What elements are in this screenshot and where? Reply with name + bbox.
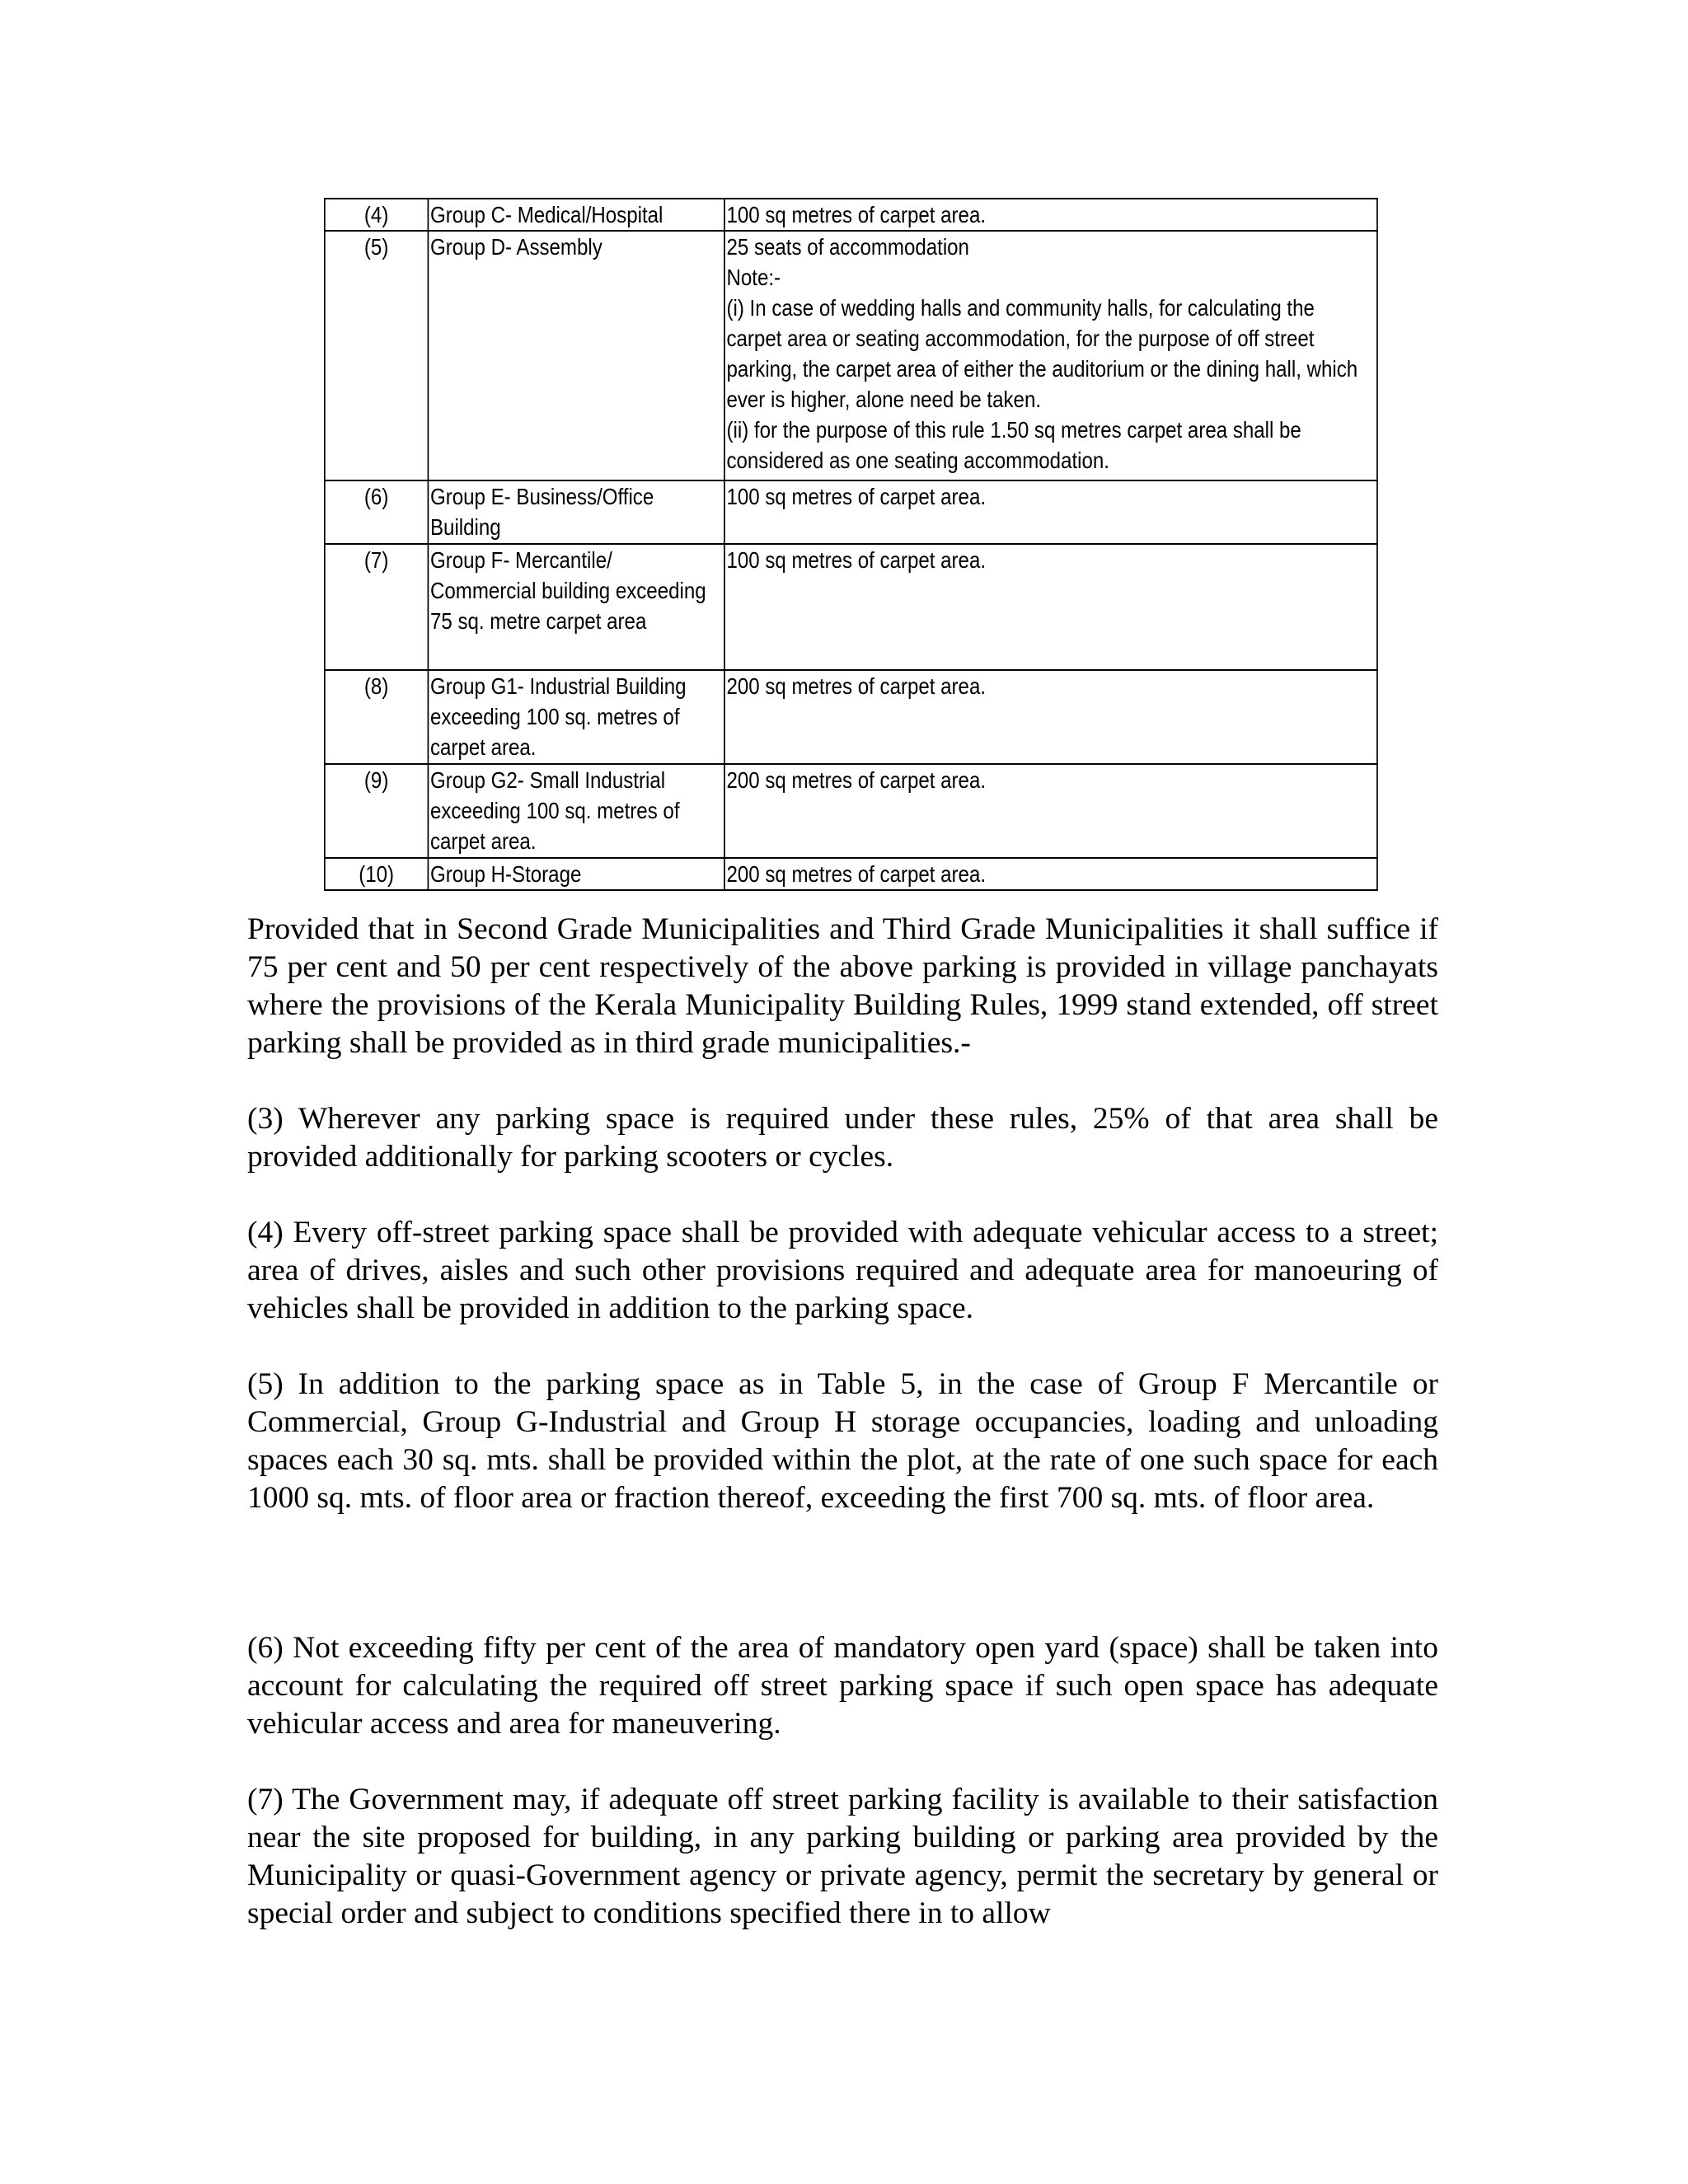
- occupancy-cell: Group F- Mercantile/ Commercial building exceeding 75 sq. metre carpet area: [428, 544, 724, 670]
- clause-7-text: (7) The Government may, if adequate off street parking facility is available to their satisfaction near the site proposed for building, in any parking building or parking area provided by the Municipality or quasi-Government agency or private agency, permit the secretary by general or special order and subject to conditions specified there in to allow: [247, 1783, 1438, 1930]
- clause-6-text: (6) Not exceeding fifty per cent of the area of mandatory open yard (space) shall be taken into account for calculating the required off street parking space if such open space has adequate vehicular access and area for maneuvering.: [247, 1631, 1438, 1741]
- requirement-line: (ii) for the purpose of this rule 1.50 sq metres carpet area shall be considered as one seating accommodation.: [726, 417, 1307, 473]
- row-number-cell: (10): [325, 858, 429, 890]
- parking-requirements-table: [324, 198, 1378, 891]
- occupancy-cell: Group C- Medical/Hospital: [428, 199, 724, 231]
- requirement-cell: [724, 231, 1377, 480]
- requirement-cell: [724, 544, 1377, 670]
- table-row: [325, 231, 1377, 480]
- proviso-paragraph: [247, 911, 1438, 1062]
- row-number-cell: (4): [325, 199, 429, 231]
- requirement-line: 200 sq metres of carpet area.: [726, 673, 987, 699]
- requirement-line: 25 seats of accommodation: [726, 234, 969, 260]
- row-number-cell: (8): [325, 670, 429, 764]
- clause-4-text: (4) Every off-street parking space shall be provided with adequate vehicular access to a street; area of drives, aisles and such other provisions required and adequate area for manoeuring of vehicles shall be provided in addition to the parking space.: [247, 1216, 1438, 1325]
- requirement-line: 200 sq metres of carpet area.: [726, 767, 987, 793]
- requirement-cell: [724, 199, 1377, 231]
- parking-table-wrapper: [324, 198, 1364, 891]
- table-row: [325, 858, 1377, 890]
- table-row: [325, 480, 1377, 544]
- row-number-cell: (6): [325, 480, 429, 544]
- occupancy-cell: Group G2- Small Industrial exceeding 100 sq. metres of carpet area.: [428, 764, 724, 858]
- row-number-cell: (5): [325, 231, 429, 480]
- clause-7-paragraph: [247, 1781, 1438, 1933]
- requirement-cell: [724, 764, 1377, 858]
- occupancy-cell: Group E- Business/Office Building: [428, 480, 724, 544]
- requirement-cell: [724, 670, 1377, 764]
- occupancy-cell: Group G1- Industrial Building exceeding 100 sq. metres of carpet area.: [428, 670, 724, 764]
- row-number-cell: (7): [325, 544, 429, 670]
- requirement-cell: [724, 858, 1377, 890]
- row-number-cell: (9): [325, 764, 429, 858]
- requirement-line: (i) In case of wedding halls and community halls, for calculating the carpet area or seating accommodation, for the purpose of off street parking, the carpet area of either the auditorium or the dining hall, which ever is higher, alone need be taken.: [726, 295, 1363, 412]
- clause-6-paragraph: [247, 1629, 1438, 1743]
- table-body: [325, 199, 1377, 890]
- proviso-text: Provided that in Second Grade Municipalities and Third Grade Municipalities it shall suffice if 75 per cent and 50 per cent respectively of the above parking is provided in village panchayats where the provisions of the Kerala Municipality Building Rules, 1999 stand extended, off street parking shall be provided as in third grade municipalities.-: [247, 912, 1438, 1060]
- requirement-line: 100 sq metres of carpet area.: [726, 484, 987, 509]
- clause-5-text: (5) In addition to the parking space as in Table 5, in the case of Group F Mercantile or Commercial, Group G-Industrial and Group H storage occupancies, loading and unloading spaces each 30 sq. mts. shall be provided within the plot, at the rate of one such space for each 1000 sq. mts. of floor area or fraction thereof, exceeding the first 700 sq. mts. of floor area.: [247, 1367, 1438, 1515]
- table-row: [325, 670, 1377, 764]
- requirement-cell: [724, 480, 1377, 544]
- clause-4-paragraph: [247, 1214, 1438, 1328]
- requirement-line: 200 sq metres of carpet area.: [726, 861, 987, 887]
- requirement-line: Note:-: [726, 265, 781, 290]
- table-row: [325, 764, 1377, 858]
- occupancy-cell: Group D- Assembly: [428, 231, 724, 480]
- clause-3-paragraph: [247, 1100, 1438, 1176]
- table-row: [325, 199, 1377, 231]
- clause-3-text: (3) Wherever any parking space is required under these rules, 25% of that area shall be provided additionally for parking scooters or cycles.: [247, 1102, 1438, 1174]
- requirement-line: 100 sq metres of carpet area.: [726, 547, 987, 573]
- table-row: [325, 544, 1377, 670]
- requirement-line: 100 sq metres of carpet area.: [726, 202, 987, 227]
- clause-5-paragraph: [247, 1366, 1438, 1517]
- occupancy-cell: Group H-Storage: [428, 858, 724, 890]
